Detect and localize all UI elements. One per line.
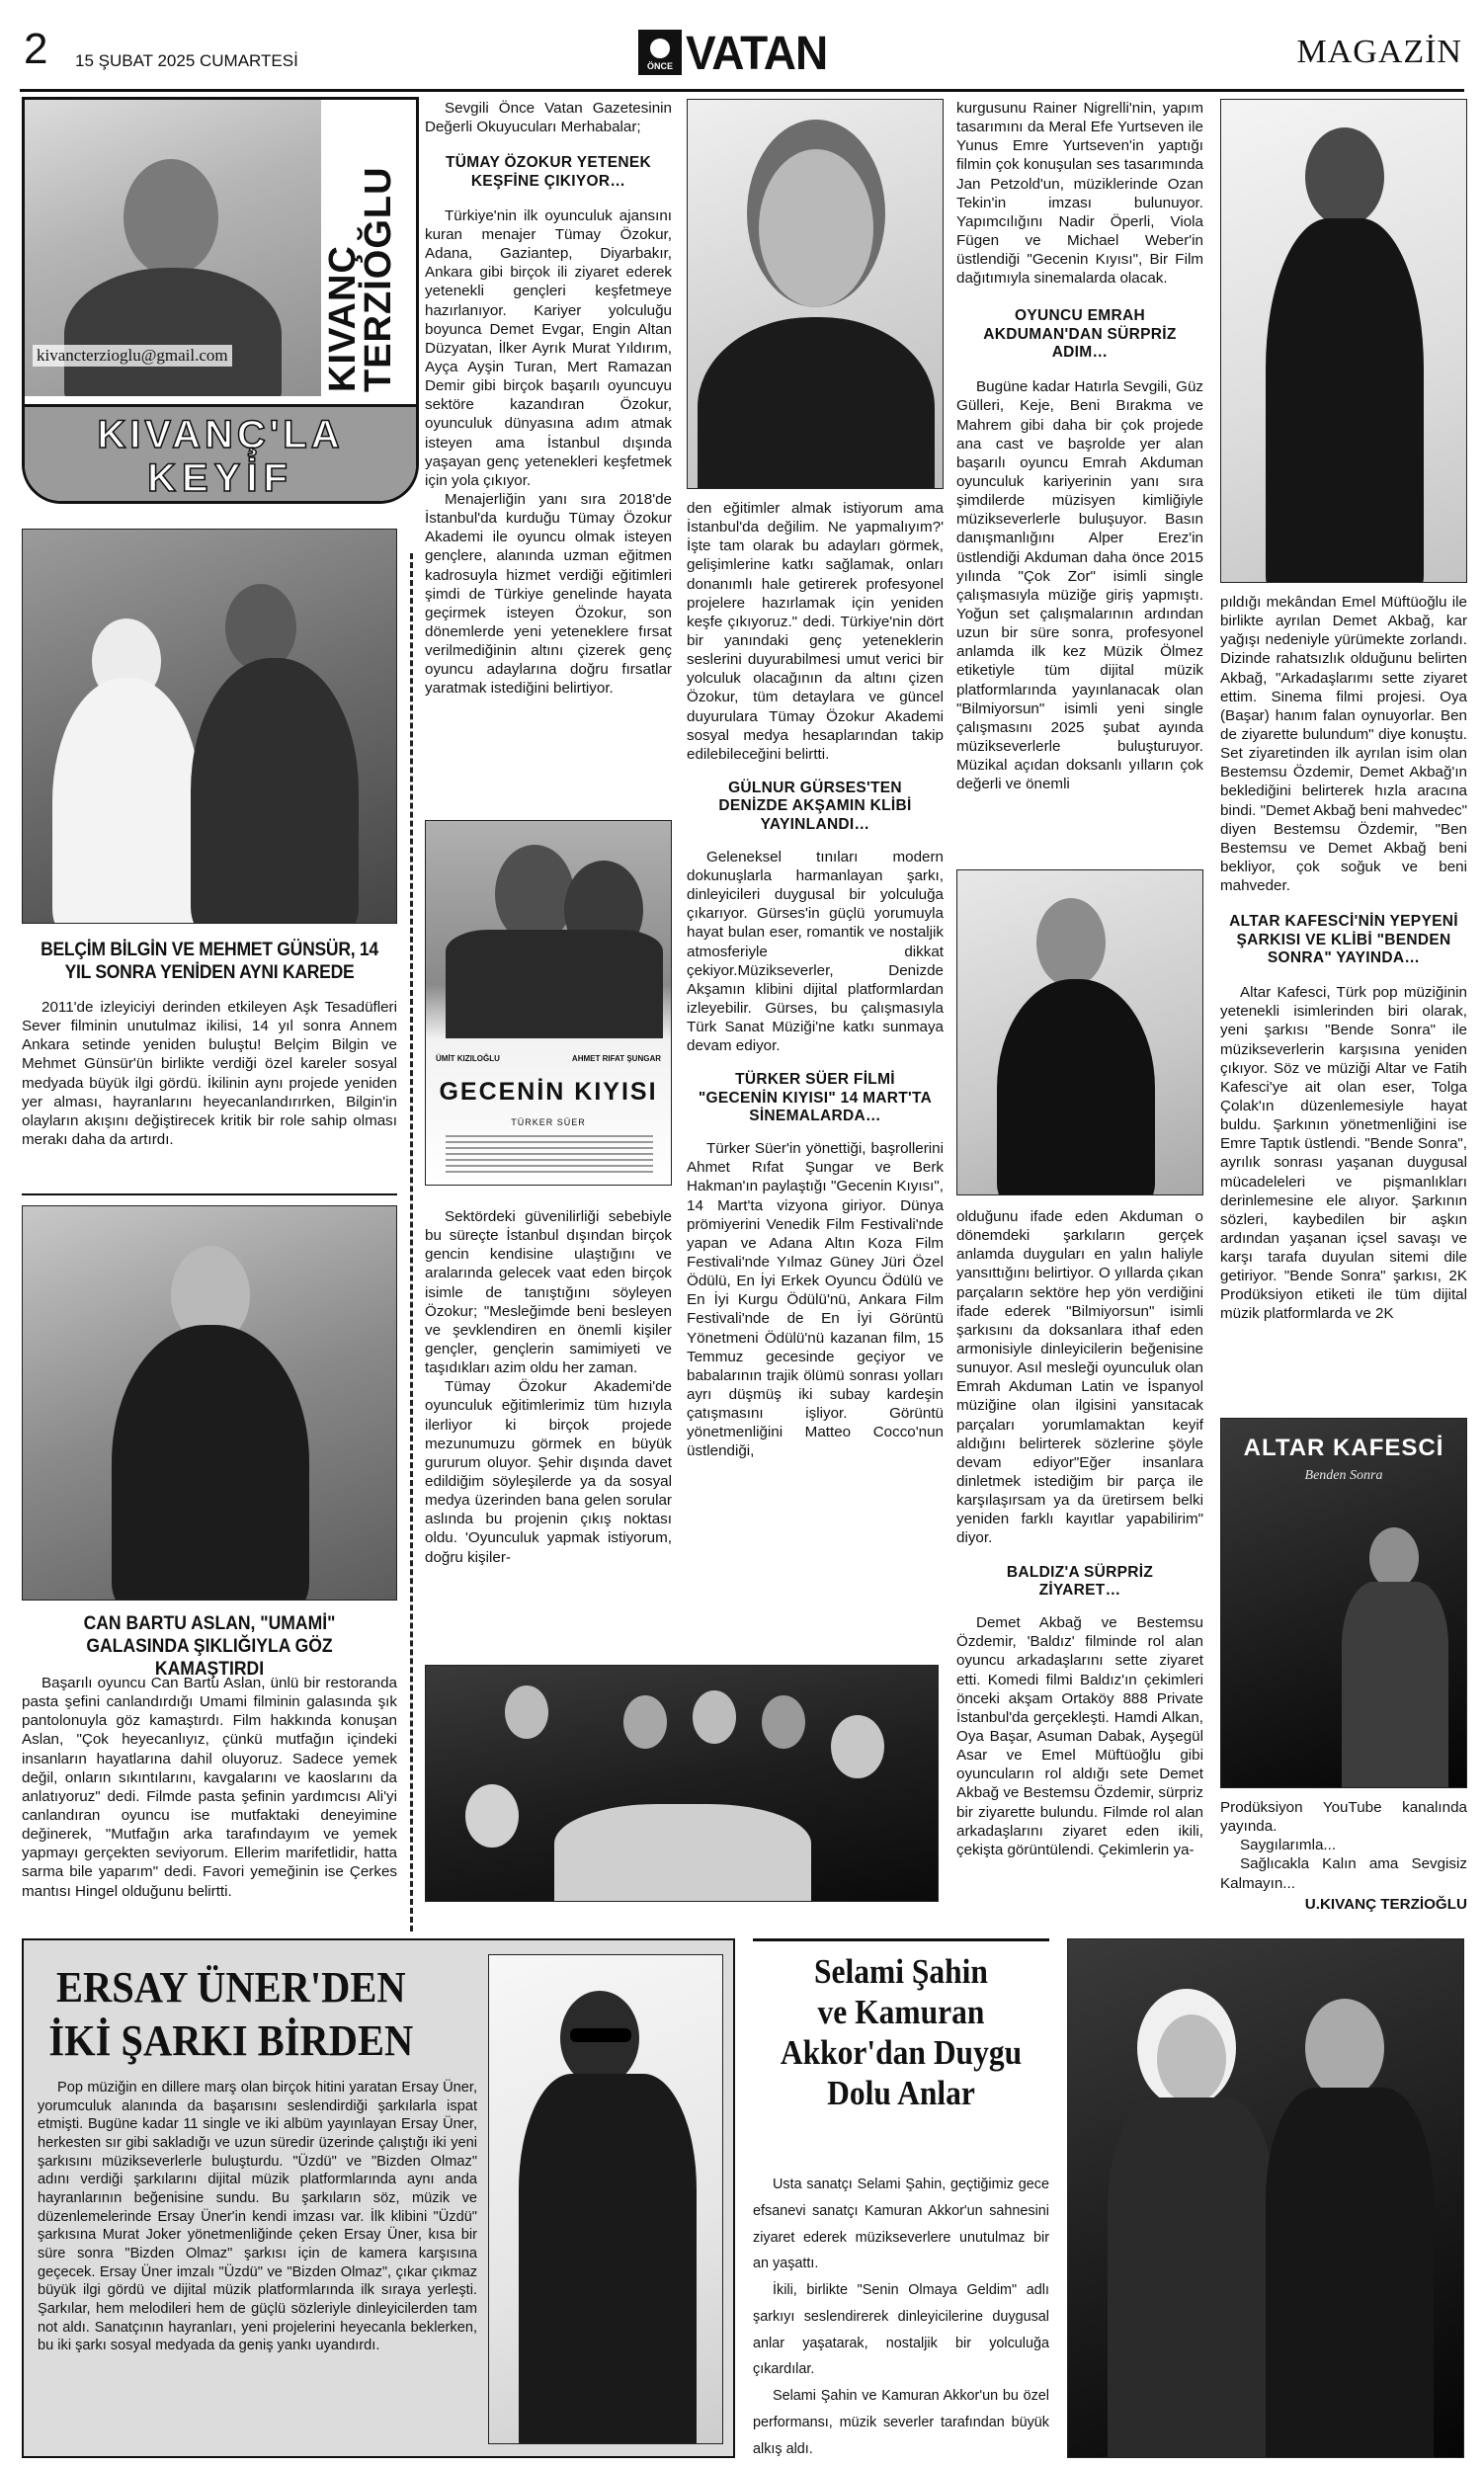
col1-vertical-divider [410, 553, 413, 1932]
emrah-photo [956, 869, 1203, 1195]
logo-text: VATAN [686, 25, 828, 80]
album-cover [1220, 1418, 1467, 1788]
canbartu-photo [22, 1205, 397, 1601]
col5-top [1220, 593, 1467, 1324]
author-photo [25, 100, 321, 396]
col2-bottom [425, 1207, 672, 1567]
col4-subhead2: BALDIZ'A SÜRPRİZ ZİYARET… [1006, 1563, 1154, 1599]
selami-rule [753, 1938, 1049, 1941]
belcim-photo [22, 529, 397, 924]
page-header [0, 0, 1484, 95]
demet-photo [1220, 99, 1467, 583]
header-rule [20, 89, 1464, 92]
col3-subhead2: TÜRKER SÜER FİLMİ "GECENİN KIYISI" 14 MART'TA SİNEMALARDA… [698, 1071, 933, 1124]
greeting: Sevgili Önce Vatan Gazetesinin Değerli Okuyucuları Merhabalar; [425, 100, 672, 136]
col1-divider [22, 1193, 397, 1195]
page-number: 2 [24, 25, 48, 73]
tumay-photo [687, 99, 944, 489]
col4-subhead1: OYUNCU EMRAH AKDUMAN'DAN SÜRPRİZ ADIM… [983, 307, 1177, 361]
selami-kamuran-photo [1067, 1938, 1464, 2458]
ersay-body [38, 2079, 477, 2355]
album-artist: ALTAR KAFESCİ [1243, 1435, 1444, 1461]
col4-top [956, 99, 1203, 793]
col5-bottom [1220, 1798, 1467, 1914]
col2-para4: Tümay Özokur Akademi'de oyunculuk eğitimlerimiz tüm hızıyla ilerliyor ki birçok projede mezunumuzu görmek en büyük gururum oluyor. Şehir dışında davet edildiğim söyleşilerde ya da sosyal medya üzerinden bana gelen sorular aslında bu projenin çıkış noktası oldu. 'Oyunculuk yapmak istiyorum, doğru kişiler- [425, 1378, 672, 1566]
selami-para3: Selami Şahin ve Kamuran Akkor'un bu özel performansı, müzik severler tarafından büyük alkış aldı. [753, 2388, 1049, 2457]
col5-para1: pıldığı mekândan Emel Müftüoğlu ile birlikte ayrılan Demet Akbağ, kar yağışı nedeniyle yürümekte zorlandı. Dizinde rahatsızlık olduğunu belirten Akbağ, "Arkadaşlarımı sette ziyaret ettim. Sinema filmi projesi. Oya (Başar) hanım falan oynuyorlar. Ben de ziyarette bulundum" diye konuştu. Set ziyaretinden ilk ayrılan isim olan Bestemsu Özdemir, Demet Akbağ'ın beklediğini belirterek hızla aracına bindi. "Demet Akbağ beni mahvedec" diyen Bestemsu Özdemir, "Ben Bestemsu ve Demet Akbağ beni bekliyor, çok soğuk ve beni mahveder. [1220, 594, 1467, 895]
col3-para1: den eğitimler almak istiyorum ama İstanbul'da değilim. Ne yapmalıyım?' İşte tam olarak bu adayları görmek, gelişimlerine katkı sağlamak, onları donanımlı hale getirerek profesyonel projelere hazırlamak için yeniden keşfe çıkıyoruz." dedi. Türkiye'nin dört bir yanındaki genç yeteneklerin seslerini duyurabilmesi umut verici bir yolculuk olacağının da altını çizen Özokur, tüm detaylara ve güncel duyurulara Tümay Özokur Akademi sosyal medya hesaplarından takip edilebileceğini belirtti. [687, 500, 944, 763]
poster-credits-block [446, 1135, 653, 1175]
poster-credit-right: AHMET RIFAT ŞUNGAR [571, 1054, 661, 1063]
selami-headline-3: Akkor'dan Duygu [780, 2032, 1023, 2072]
logo-badge-icon [650, 39, 670, 58]
col3-body [687, 499, 944, 1461]
sunglasses-icon [570, 2028, 631, 2042]
belcim-headline: BELÇİM BİLGİN VE MEHMET GÜNSÜR, 14 YIL SONRA YENİDEN AYNI KAREDE [41, 939, 378, 983]
selami-headline [768, 1952, 1034, 2114]
col4-para4: Demet Akbağ ve Bestemsu Özdemir, 'Baldız' filminde rol alan oyuncu arkadaşlarını sette ziyaret etti. Komedi filmi Baldız'ın çekimleri önceki akşam Ortaköy 888 Private İstanbul'da gerçekleşti. Hamdi Alkan, Oya Başar, Asuman Dabak, Ayşegül Asar ve Emel Müftüoğlu gibi oyuncuların rol aldığı sete Demet Akbağ ve Bestemsu Özdemir, sürpriz bir ziyarette bulundu. Filmde rol alan arkadaşlarını ziyaret eden ikili, çekişta görüntülendi. Çekimlerin ya- [956, 1614, 1203, 1858]
col5-subhead1: ALTAR KAFESCİ'NİN YEPYENİ ŞARKISI VE KLİBİ "BENDEN SONRA" YAYINDA… [1229, 913, 1458, 966]
section-name: MAGAZİN [1296, 34, 1462, 70]
issue-date: 15 ŞUBAT 2025 CUMARTESİ [75, 51, 298, 70]
closing-1: Saygılarımla... [1240, 1837, 1337, 1854]
canbartu-body [22, 1674, 397, 1901]
poster-title: GECENİN KIYISI [439, 1078, 658, 1106]
ersay-box [22, 1938, 735, 2458]
album-title: Benden Sonra [1304, 1468, 1383, 1483]
col3-para2: Geleneksel tınıları modern dokunuşlarla harmanlayan şarkı, dinleyicileri duygusal bir yolculuğa çıkarıyor. Gürses'in güçlü yorumuyla hayat bulan eser, romantik ve nostaljik atmosferiyle dikkat çekiyor.Müzikseverler, Denizde Akşamın klibini dijital platformlardan izleyebilir. Gürses, bu çalışmasıyla Türk Sanat Müziği'ne katkı sunmaya devam ediyor. [687, 848, 944, 1055]
author-email: kivancterzioglu@gmail.com [33, 345, 232, 367]
column-logo-box [22, 97, 419, 504]
col3-subhead1: GÜLNUR GÜRSES'TEN DENİZDE AKŞAMIN KLİBİ YAYINLANDI… [718, 779, 912, 833]
ersay-photo [488, 1954, 723, 2444]
col2-subhead1: TÜMAY ÖZOKUR YETENEK KEŞFİNE ÇIKIYOR… [445, 154, 652, 190]
selami-para2: İkili, birlikte "Senin Olmaya Geldim" adlı şarkıyı seslendirerek dinleyicilerine duygusal anlar yaşatarak, nostaljik bir yolculuğa çıkardılar. [753, 2282, 1049, 2378]
col3-para3: Türker Süer'in yönettiği, başrollerini Ahmet Rıfat Şungar ve Berk Hakman'ın paylaştığı "Gecenin Kıyısı", 14 Mart'ta vizyona giriyor. Dünya prömiyerini Venedik Film Festivali'nde yapan ve Adana Altın Koza Film Festivali'nde Yılmaz Güney Jüri Özel Ödülü, En İyi Erkek Oyuncu Ödülü ve En İyi Kurgu Ödülü'nü, Ankara Film Festivali'nde de En İyi Görüntü Yönetmeni Ödülü'nü kazanan film, 15 Temmuz gecesinde geçiyor ve babalarının trajik ölümü sonrası yolları ayrı düşmüş iki subay kardeşin çatışmasını işliyor. Görüntü yönetmenliğini Matteo Cocco'nun üstlendiği, [687, 1140, 944, 1460]
col2-para2: Menajerliğin yanı sıra 2018'de İstanbul'da kurduğu Tümay Özokur Akademi ile oyuncu olmak isteyen gençlere, alanında uzman eğitmen kadrosuyla hizmet verdiği eğitimleri şimdi de Türkiye genelinde hayata geçirmek isteyen Özokur, son dönemlerde yeni yeteneklere fırsat verilmediğinin altını çizerek genç oyuncu adaylarına doğru fırsatlar yaratmak istediğini belirtiyor. [425, 490, 672, 698]
selami-section [753, 1938, 1464, 2458]
belcim-body [22, 998, 397, 1149]
ersay-body-text: Pop müziğin en dillere marş olan birçok hitini yaratan Ersay Üner, yorumculuk alanında da başarısını seslendirdiği şarkılarla ispat etmişti. Bugüne kadar 11 single ve iki albüm yayınlayan Ersay Üner, herkesten sır gibi sakladığı ve uzun süredir üzerinde çalıştığı iki yeni şarkısını müzikseverlerle buluşturdu. "Üzdü" ve "Bizden Olmaz" adını verdiği şarkılarını dijital müzik platformlarında aynı anda hayranlarının beğenisine sundu. Bu şarkıların söz, müzik ve düzenlemelerinde Ersay Üner'in kendi imzası var. İlk klibini "Üzdü" şarkısına Murat Joker yönetmenliğinde çeken Ersay Üner, kısa bir süre sonra "Bizden Olmaz" şarkısı için de kamera karşısına geçecek. Ersay Üner imzalı "Üzdü" ve "Bizden Olmaz", çıkar çıkmaz büyük ilgi gördü ve dijital müzik platformlarında ilk sıraya yerleşti. Şarkılar, hem melodileri hem de güçlü sözleriyle dinleyicilerden tam not aldı. Sanatçının hayranları, yeni projelerini heyecanla beklerken, bu iki şarkı sosyal medyada da geniş yankı uyandırdı. [38, 2080, 477, 2354]
baldiz-group-photo [425, 1665, 939, 1902]
selami-headline-1: Selami Şahin [814, 1952, 988, 1991]
column-logo-line2: KEYİF [147, 456, 293, 500]
selami-headline-4: Dolu Anlar [827, 2073, 975, 2112]
col2-top [425, 99, 672, 699]
belcim-body-text: 2011'de izleyiciyi derinden etkileyen Aşk Tesadüfleri Sever filminin unutulmaz ikilisi, 14 yıl sonra Annem Ankara setinde yeniden buluştu! Belçim Bilgin ve Mehmet Günsür'ün birlikte verdiği özel kareler sosyal medyada büyük ilgi gördü. İkilinin aynı projede yeniden yer alması, hayranlarını heyecanlandırırken, Bilgin'in olayların akışını değiştirecek kritik bir role sahip olması merakı daha da artırdı. [22, 999, 397, 1148]
masthead-logo [638, 25, 828, 80]
col2-para1: Türkiye'nin ilk oyunculuk ajansını kuran menajer Tümay Özokur, Adana, Gaziantep, Diyarbakır, Ankara gibi birçok ili ziyaret ederek yetenekli gençleri keşfetmeye hazırlanıyor. Kariyer yolculuğu boyunca Demet Evgar, Engin Altan Düzyatan, İlker Ayrık Murat Yıldırım, Ayça Ayşin Turan, Mert Ramazan Demir gibi birçok başarılı oyuncuyu sektöre kazandıran Özokur, oyunculuk dünyasına adım atmak isteyen ama İstanbul dışında yaşayan genç yetenekleri keşfetmek için yola çıkıyor. [425, 206, 672, 489]
logo-badge [638, 30, 682, 75]
col4-bottom [956, 1207, 1203, 1859]
col4-para3: olduğunu ifade eden Akduman o dönemdeki şarkıların gerçek anlamda duyguları en yalın haliyle yansıttığını belirtiyor. O yıllarda çıkan parçaların sektöre hep yön verdiğini ifade ederek "Bilmiyorsun" isimli şarkısını da doksanlara ithaf eden armonisiyle dinleyicilerin beğenisine sunuyor. Asıl mesleği oyunculuk olan Emrah Akduman Latin ve İspanyol müziğine olan ilgisini yansıtacak parçaları yorumlamaktan keyif aldığını belirterek sözlerine şöyle devam ediyor"Eğer insanlara dinletmek istediğim bir parça ile karşılaşırsam ya da üretirsem belki yeniden farklı kayıtlar yapabilirim" diyor. [956, 1208, 1203, 1547]
canbartu-body-text: Başarılı oyuncu Can Bartu Aslan, ünlü bir restoranda pasta şefini canlandırdığı Umami filminin galasında şık pantolonuyla göz kamaştırdı. Film hakkında konuşan Aslan, "Çok heyecanlıyız, çünkü mutfağın içindeki insanların hayatlarına dahil oluyoruz. Sadece yemek değil, onların sıkıntılarını, kavgalarını ve kaoslarını da anlatıyoruz" dedi. Filmde pasta şefinin yardımcısı Ali'yi canlandıran oyuncu ise mutfaktaki deneyimine değinerek, "Mutfağın arka tarafındayım ve yemek yapmayı gerçekten seviyorum. Ellerim marifetlidir, hatta sarma bile yaparım" dedi. Favori yemeğinin ise Çerkes mantısı Hingel olduğunu belirtti. [22, 1675, 397, 1900]
col5-para2: Altar Kafesci, Türk pop müziğinin yetenekli isimlerinden biri olarak, yeni şarkısı "Bende Sonra" ile müzikseverlerin karşısına yeniden çıkıyor. Söz ve müziği Altar ve Fatih Kafesci'ye ait olan eser, Tolga Çolak'ın düzenlemesiyle hayat buldu. Şarkının yönetmenliğini ise Emre Taptık üstlendi. "Bende Sonra", ayrılık sonrası yaşanan duygusal mücadeleleri ve pişmanlıkları derinlemesine ele alıyor. Şarkının sözleri, kaybedilen bir aşkın ardından yaşanan içsel savaşı ve karşı tarafa duyulan sitemi dile getiriyor. "Bende Sonra" şarkısı, 2K Prodüksiyon etiketi ile tüm dijital müzik platformlarda ve 2K [1220, 984, 1467, 1323]
ersay-headline-2: İKİ ŞARKI BİRDEN [48, 2016, 414, 2065]
poster-director: TÜRKER SÜER [511, 1117, 586, 1127]
canbartu-headline: CAN BARTU ASLAN, "UMAMİ" GALASINDA ŞIKLIĞIYLA GÖZ KAMAŞTIRDI [83, 1612, 336, 1680]
selami-body [753, 2172, 1049, 2463]
col2-para3: Sektördeki güvenilirliği sebebiyle bu süreçte İstanbul dışından birçok gencin kendisine ulaştığını ve aralarında gelecek vaat eden birçok isimle de tanıştığını söyleyen Özokur; "Mesleğimde beni besleyen ve şevklendiren en önemli kişiler gençler, gençlerin samimiyeti ve taşıdıkları azim oldu her zaman. [425, 1208, 672, 1377]
signature: U.KIVANÇ TERZİOĞLU [1304, 1895, 1467, 1913]
col5-para3: Prodüksiyon YouTube kanalında yayında. [1220, 1799, 1467, 1836]
col4-para1: kurgusunu Rainer Nigrelli'nin, yapım tasarımını da Meral Efe Yurtseven ile Yunus Emre Yurtseven'in yaptığı filmin çok konuşulan ses tasarımında Jan Petzold'un, müziklerinde Ozan Tekin'in imzası bulunuyor. Yapımcılığını Nadir Öperli, Viola Fügen ve Michael Weber'in üstlendiği "Gecenin Kıyısı", Bir Film dağıtımıyla sinemalarda olacak. [956, 100, 1203, 288]
poster-credit-left: ÜMİT KIZILOĞLU [436, 1054, 500, 1063]
col4-para2: Bugüne kadar Hatırla Sevgili, Güz Gülleri, Keje, Beni Bırakma ve Mahrem gibi daha bir çok projede ana cast ve başrolde yer alan başarılı oyuncu Emrah Akduman oyunculuk kariyerinin yanı sıra şimdilerde müzisyen kimliğiyle müzikseverlerle buluşuyor. Basın danışmanlığını Alper Erez'in üstlendiği Akduman daha önce 2015 yılında "Çok Zor" isimli single çalışmasıyla müziğe giriş yapmıştı. Yoğun set çalışmalarının ardından uzun bir süre sonra, profesyonel anlamda ilk kez Müzik Ölmez etiketiyle tüm dijital müzik platformlarında yayınlanacak olan "Bilmiyorsun" isimli yeni single çalışmasını 2025 şubat ayında müzikseverlerle buluşturuyor. Müzikal açıdan doksanlı yılların çok değerli ve önemli [956, 378, 1203, 793]
column-logo-banner [25, 404, 416, 503]
column-logo-line1: KIVANÇ'LA [97, 413, 344, 456]
selami-headline-2: ve Kamuran [817, 1992, 985, 2031]
selami-para1: Usta sanatçı Selami Şahin, geçtiğimiz gece efsanevi sanatçı Kamuran Akkor'un sahnesini ziyaret ederek müzikseverlere unutulmaz bir an yaşattı. [753, 2177, 1049, 2272]
logo-badge-text: ÖNCE [646, 61, 673, 71]
closing-2: Sağlıcakla Kalın ama Sevgisiz Kalmayın... [1220, 1855, 1467, 1892]
ersay-headline-1: ERSAY ÜNER'DEN [56, 1963, 406, 2012]
film-poster [425, 820, 672, 1186]
author-name-vertical: KIVANÇ TERZİOĞLU [322, 166, 400, 392]
